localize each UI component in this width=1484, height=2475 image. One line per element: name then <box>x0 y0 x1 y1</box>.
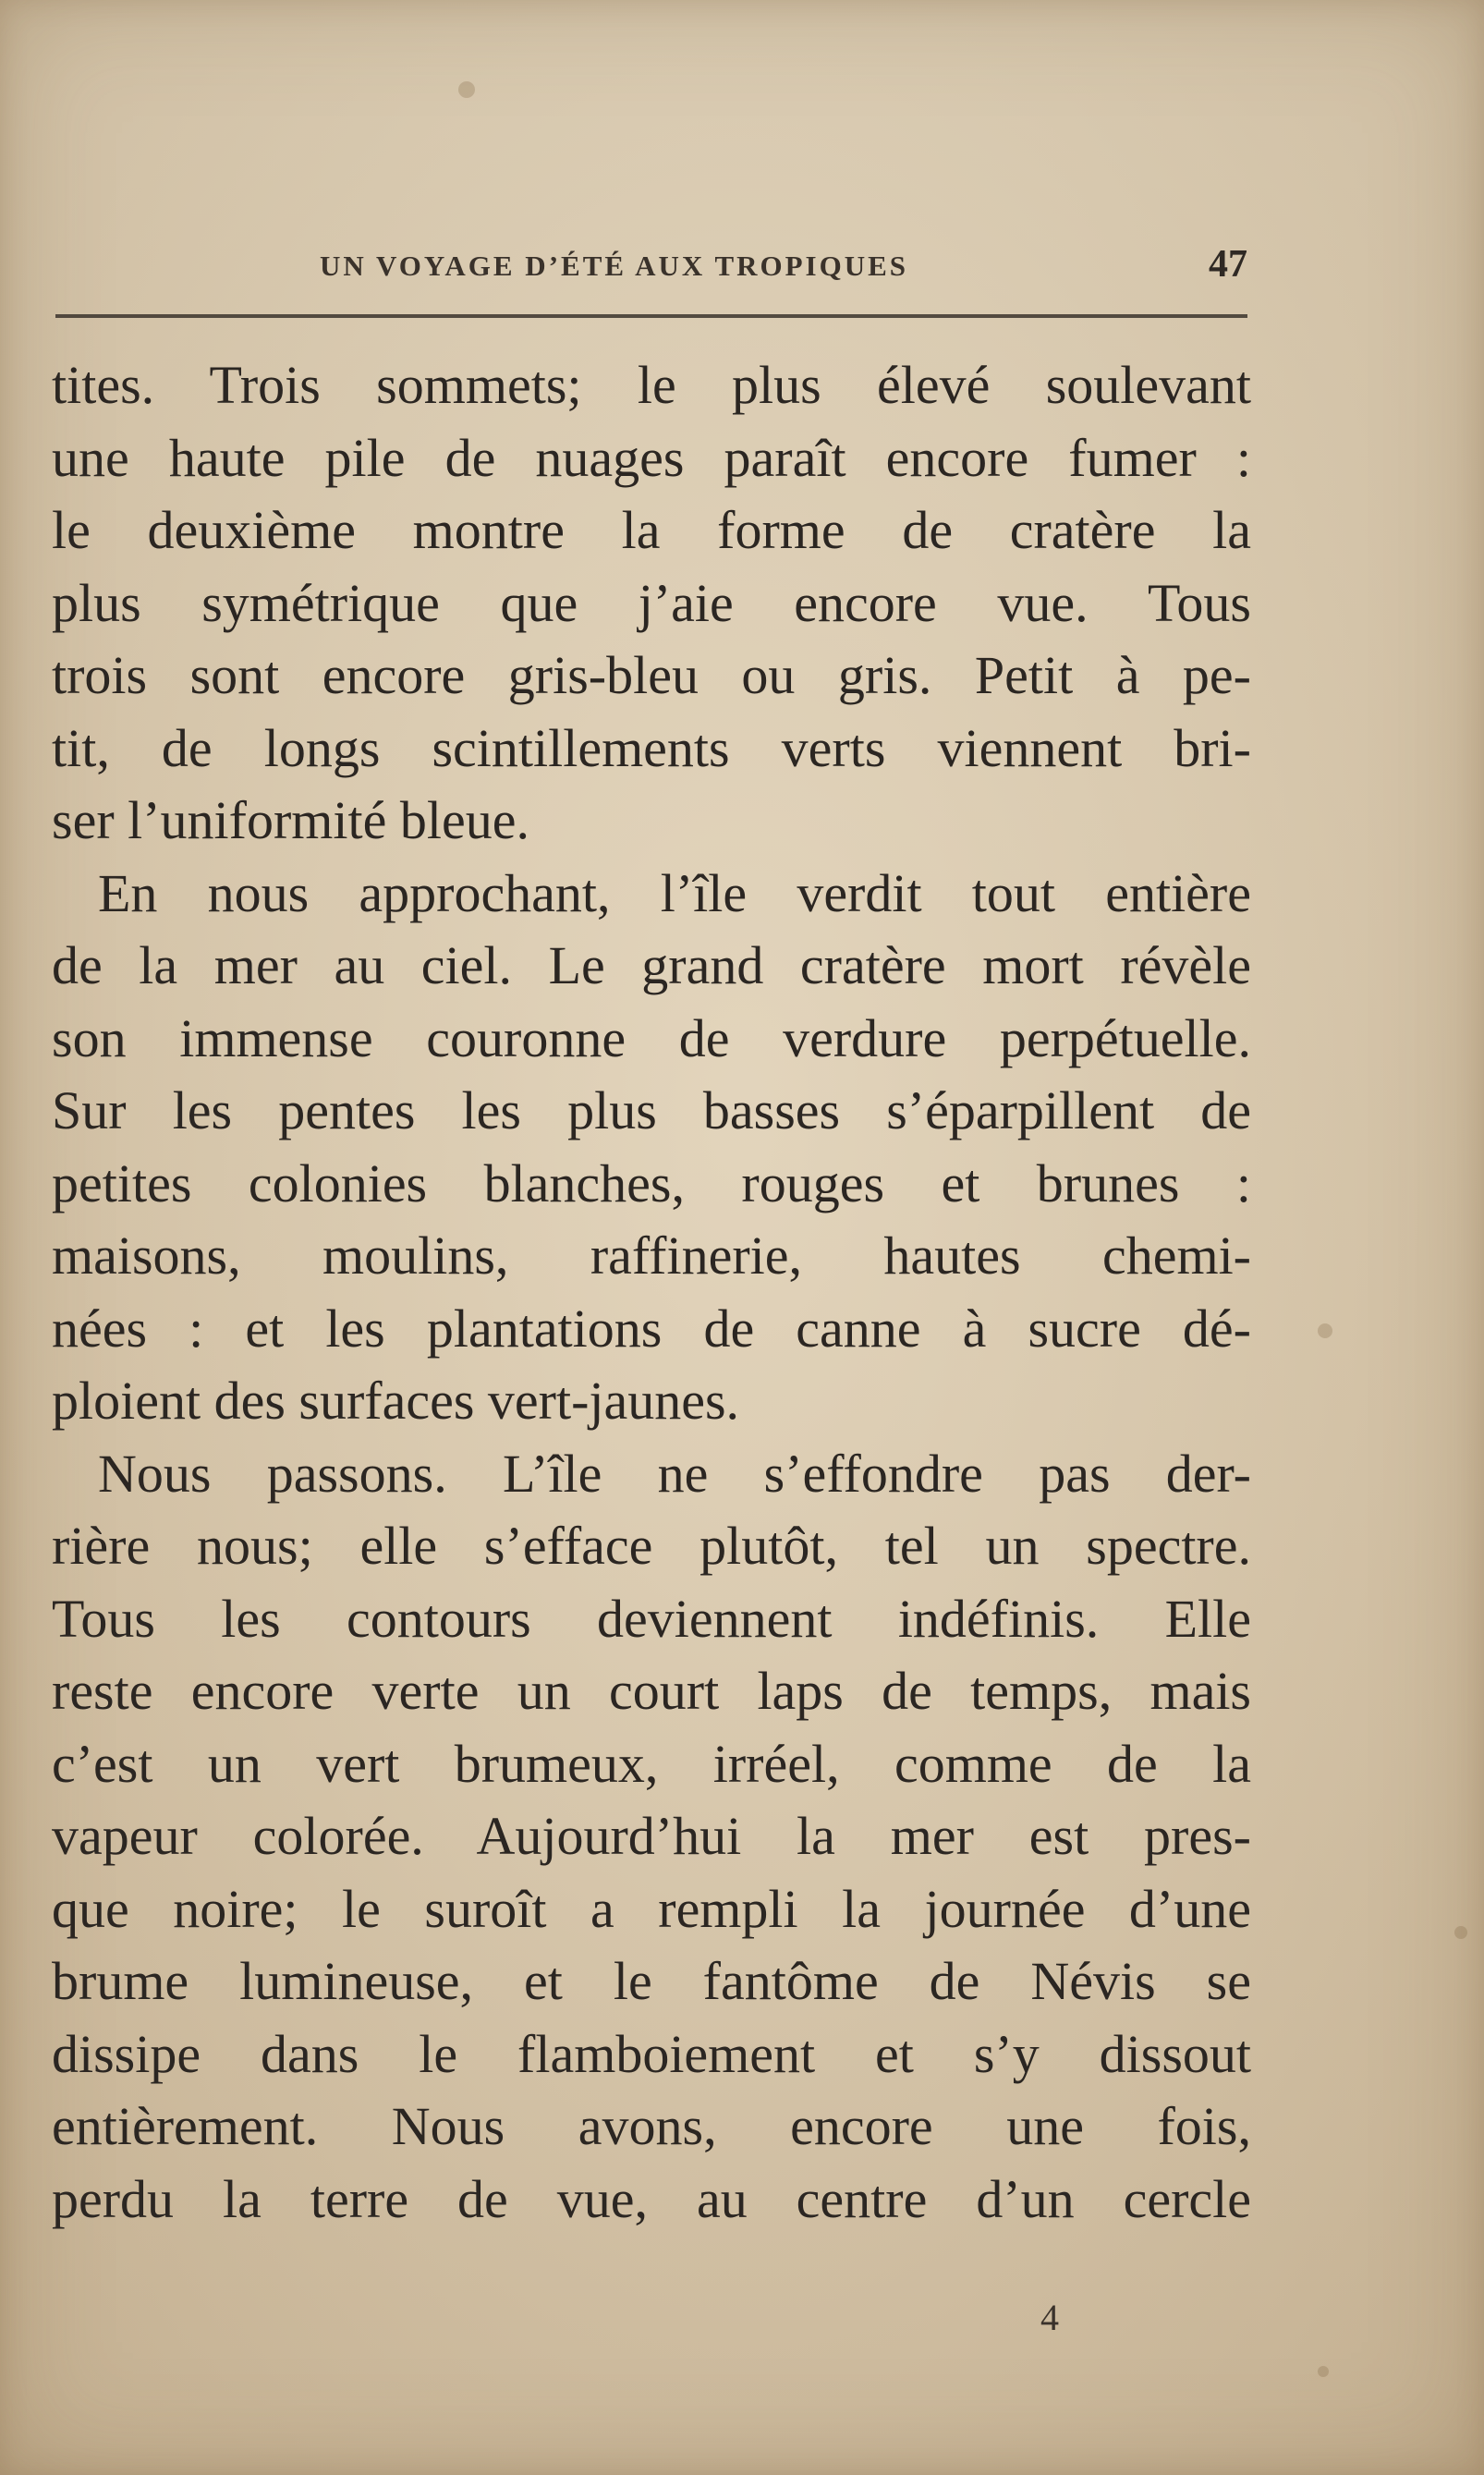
text-line: En nous approchant, l’île verdit tout entière <box>98 862 1251 923</box>
page-number: 47 <box>1209 243 1247 286</box>
signature-mark: 4 <box>1040 2297 1059 2338</box>
text-line: que noire; le suroît a rempli la journée d’une <box>52 1878 1251 1939</box>
text-line: ser l’uniformité bleue. <box>52 790 529 850</box>
text-line: Sur les pentes les plus basses s’éparpillent de <box>52 1080 1251 1140</box>
text-line: trois sont encore gris-bleu ou gris. Petit à pe- <box>52 645 1251 705</box>
text-line: rière nous; elle s’efface plutôt, tel un spectre. <box>52 1516 1251 1576</box>
text-line: brume lumineuse, et le fantôme de Névis se <box>52 1951 1251 2011</box>
text-line: maisons, moulins, raffinerie, hautes chemi- <box>52 1225 1251 1286</box>
text-line: Tous les contours deviennent indéfinis. Elle <box>52 1588 1251 1649</box>
text-line: reste encore verte un court laps de temps, mais <box>52 1661 1251 1721</box>
text-line: de la mer au ciel. Le grand cratère mort révèle <box>52 935 1251 995</box>
text-line: vapeur colorée. Aujourd’hui la mer est pres- <box>52 1806 1251 1866</box>
text-line: tites. Trois sommets; le plus élevé soulevant <box>52 355 1251 415</box>
text-line: entièrement. Nous avons, encore une fois, <box>52 2096 1251 2156</box>
text-line: nées : et les plantations de canne à sucre dé- <box>52 1298 1251 1359</box>
paper-stain <box>1318 2366 1329 2377</box>
text-line: petites colonies blanches, rouges et brunes : <box>52 1152 1251 1213</box>
text-line: une haute pile de nuages paraît encore fumer : <box>52 427 1251 488</box>
paper-stain <box>1454 1926 1467 1939</box>
text-line: dissipe dans le flamboiement et s’y dissout <box>52 2023 1251 2084</box>
running-title: UN VOYAGE D’ÉTÉ AUX TROPIQUES <box>320 250 909 282</box>
text-line: plus symétrique que j’aie encore vue. Tous <box>52 572 1251 633</box>
text-line: ploient des surfaces vert-jaunes. <box>52 1371 740 1431</box>
text-line: perdu la terre de vue, au centre d’un cercle <box>52 2168 1251 2229</box>
body-text <box>52 349 1251 2236</box>
text-line: son immense couronne de verdure perpétuelle. <box>52 1007 1251 1068</box>
paper-stain <box>1318 1323 1332 1338</box>
paper-stain <box>458 81 475 98</box>
text-line: c’est un vert brumeux, irréel, comme de la <box>52 1733 1251 1794</box>
header-rule <box>55 314 1247 318</box>
text-line: tit, de longs scintillements verts viennent bri- <box>52 717 1251 778</box>
running-header <box>55 242 1247 294</box>
text-line: le deuxième montre la forme de cratère la <box>52 500 1251 560</box>
text-line: Nous passons. L’île ne s’effondre pas der- <box>98 1443 1251 1504</box>
